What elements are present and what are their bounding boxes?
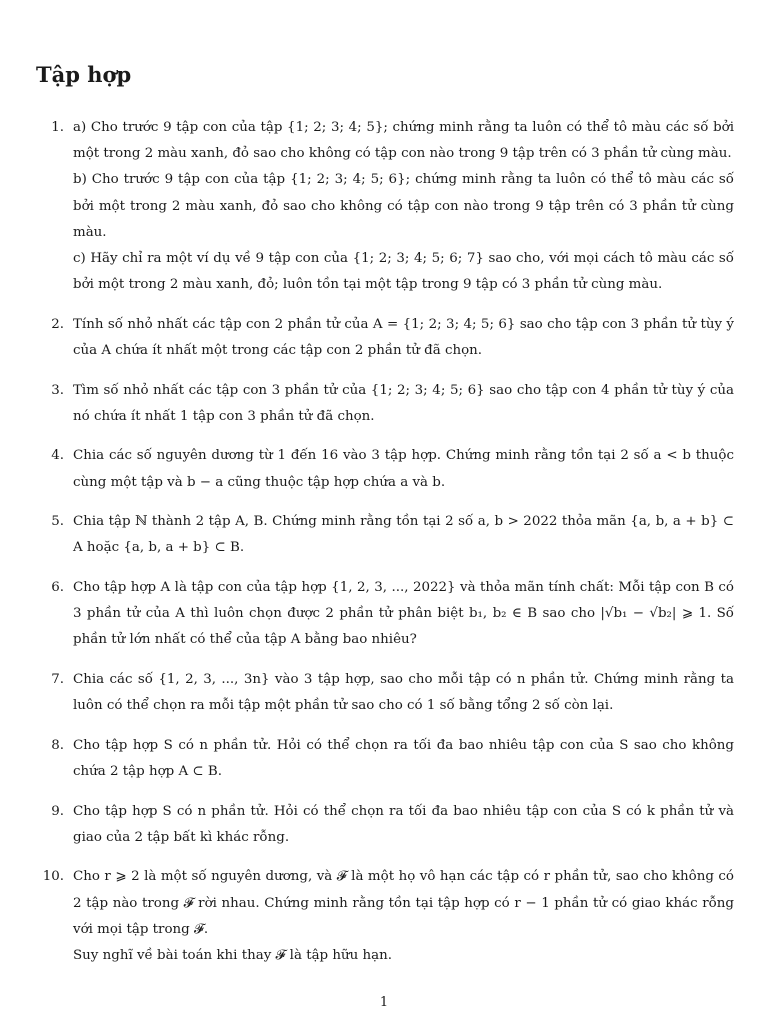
problem-6 xyxy=(36,575,734,654)
problem-list xyxy=(36,115,734,983)
problem-number: 1. xyxy=(51,120,64,135)
problem-8 xyxy=(36,733,734,785)
problem-text: Tìm số nhỏ nhất các tập con 3 phần tử của {1; 2; 3; 4; 5; 6} sao cho tập con 4 phần tử tùy ý của nó chứa ít nhất 1 tập con 3 phần tử đã chọn. xyxy=(73,382,734,424)
problem-text: Chia các số {1, 2, 3, ..., 3n} vào 3 tập hợp, sao cho mỗi tập có n phần tử. Chứng minh rằng ta luôn có thể chọn ra mỗi tập một phần tử sao cho có 1 số bằng tổng 2 số còn lại. xyxy=(73,672,734,714)
problem-remark: Suy nghĩ về bài toán khi thay 𝓕 là tập hữu hạn. xyxy=(73,948,392,963)
problem-text: Cho tập hợp S có n phần tử. Hỏi có thể chọn ra tối đa bao nhiêu tập con của S sao cho không chứa 2 tập hợp A ⊂ B. xyxy=(73,737,734,779)
problem-number: 10. xyxy=(42,869,64,885)
problem-number: 5. xyxy=(51,514,64,530)
problem-text-part-a: a) Cho trước 9 tập con của tập {1; 2; 3; 4; 5}; chứng minh rằng ta luôn có thể tô màu các số bởi một trong 2 màu xanh, đỏ sao cho không có tập con nào trong 9 tập trên có 3 phần tử cùng màu. xyxy=(73,120,734,162)
problem-text: Chia các số nguyên dương từ 1 đến 16 vào 3 tập hợp. Chứng minh rằng tồn tại 2 số a < b thuộc cùng một tập và b − a cũng thuộc tập hợp chứa a và b. xyxy=(73,448,734,490)
problem-number: 4. xyxy=(51,448,64,464)
problem-9 xyxy=(36,799,734,851)
problem-text: Cho tập hợp S có n phần tử. Hỏi có thể chọn ra tối đa bao nhiêu tập con của S có k phần tử và giao của 2 tập bất kì khác rỗng. xyxy=(73,803,734,845)
problem-number: 6. xyxy=(51,580,64,595)
problem-text: Cho tập hợp A là tập con của tập hợp {1, 2, 3, ..., 2022} và thỏa mãn tính chất: Mỗi tập con B có 3 phần tử của A thì luôn chọn được 2 phần tử phân biệt b₁, b₂ ∈ B sao cho |√b₁ − √b₂| ⩾ 1. Số phần tử lớn nhất có thể của tập A bằng bao nhiêu? xyxy=(73,580,734,648)
problem-2 xyxy=(36,312,734,364)
problem-text-part-b: b) Cho trước 9 tập con của tập {1; 2; 3; 4; 5; 6}; chứng minh rằng ta luôn có thể tô màu các số bởi một trong 2 màu xanh, đỏ sao cho không có tập con nào trong 9 tập trên có 3 phần tử cùng màu. xyxy=(73,172,734,240)
problem-text: Tính số nhỏ nhất các tập con 2 phần tử của A = {1; 2; 3; 4; 5; 6} sao cho tập con 3 phần tử tùy ý của A chứa ít nhất một trong các tập con 2 phần tử đã chọn. xyxy=(73,316,734,359)
problem-1 xyxy=(36,115,734,298)
problem-number: 3. xyxy=(51,382,64,398)
page-title: Tập hợp xyxy=(36,62,132,87)
problem-text: Cho r ⩾ 2 là một số nguyên dương, và 𝓕 là một họ vô hạn các tập có r phần tử, sao cho không có 2 tập nào trong 𝓕 rời nhau. Chứng minh rằng tồn tại tập hợp có r − 1 phần tử có giao khác rỗng với mọi tập trong 𝓕. xyxy=(73,869,734,937)
problem-text-part-c: c) Hãy chỉ ra một ví dụ về 9 tập con của {1; 2; 3; 4; 5; 6; 7} sao cho, với mọi cách tô màu các số bởi một trong 2 màu xanh, đỏ; luôn tồn tại một tập trong 9 tập có 3 phần tử cùng màu. xyxy=(73,251,734,293)
problem-3 xyxy=(36,378,734,430)
problem-text: Chia tập ℕ thành 2 tập A, B. Chứng minh rằng tồn tại 2 số a, b > 2022 thỏa mãn {a, b, a + b} ⊂ A hoặc {a, b, a + b} ⊂ B. xyxy=(73,514,734,556)
problem-number: 8. xyxy=(51,737,64,753)
problem-number: 9. xyxy=(51,803,64,819)
problem-7 xyxy=(36,667,734,719)
problem-5 xyxy=(36,509,734,561)
problem-10 xyxy=(36,864,734,969)
problem-number: 7. xyxy=(51,672,64,687)
page-number: 1 xyxy=(379,995,389,1010)
problem-number: 2. xyxy=(51,316,64,332)
problem-4 xyxy=(36,443,734,495)
